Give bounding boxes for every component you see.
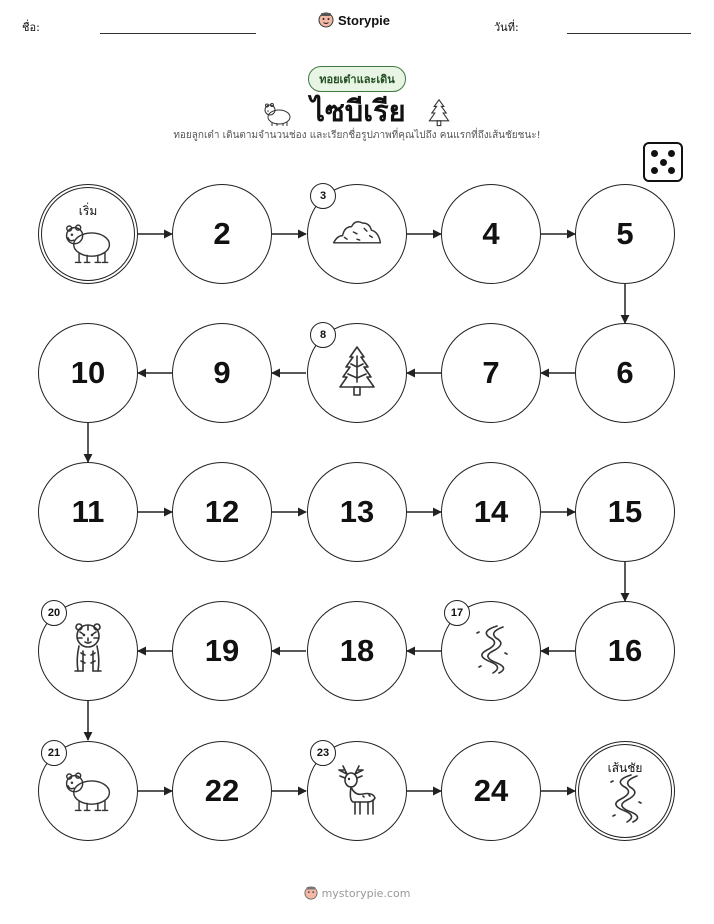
space-number: 22 (204, 773, 240, 808)
space-number: 6 (616, 355, 634, 390)
space-number-badge: 21 (41, 740, 67, 766)
start-space (38, 184, 138, 284)
space-number: 10 (70, 355, 106, 390)
space-number: 19 (204, 633, 240, 668)
space-number: 5 (616, 216, 634, 251)
brand-name: Storypie (338, 12, 391, 28)
board-space (38, 601, 138, 701)
board-space (307, 323, 407, 423)
board-space (441, 462, 541, 562)
space-number-badge: 20 (41, 600, 67, 626)
space-number: 16 (607, 633, 643, 668)
page-title: ไซบีเรีย (310, 94, 406, 128)
space-number-badge: 17 (444, 600, 470, 626)
board-space (38, 462, 138, 562)
space-number: 11 (71, 494, 105, 529)
board-space (575, 184, 675, 284)
snow-pile-icon (330, 215, 384, 253)
board-space (575, 462, 675, 562)
date-label: วันที่: (494, 21, 519, 34)
storypie-logo-icon (304, 886, 318, 900)
pine-tree-icon (337, 344, 377, 402)
space-number: 24 (473, 773, 509, 808)
board-space (441, 323, 541, 423)
river-icon (605, 772, 645, 828)
board-space (172, 323, 272, 423)
space-number: 4 (482, 216, 500, 251)
board-space (172, 184, 272, 284)
space-number: 15 (607, 494, 643, 529)
space-number: 2 (213, 216, 231, 251)
name-label: ชื่อ: (22, 21, 40, 34)
instructions: ทอยลูกเต๋า เดินตามจำนวนช่อง และเรียกชื่อรูปภาพที่คุณไปถึง คนแรกที่ถึงเส้นชัยชนะ! (173, 130, 541, 141)
tiger-icon (63, 621, 113, 681)
bear-icon (59, 764, 117, 818)
start-label: เริ่ม (78, 204, 98, 218)
board-space (441, 741, 541, 841)
space-number: 7 (482, 355, 500, 390)
board-space (307, 601, 407, 701)
bear-icon (59, 216, 117, 270)
board-space (38, 741, 138, 841)
board-space (172, 462, 272, 562)
space-number: 18 (339, 633, 375, 668)
space-number-badge: 3 (310, 183, 336, 209)
board-space (172, 741, 272, 841)
footer-url[interactable]: mystorypie.com (321, 886, 411, 900)
space-number: 14 (473, 494, 509, 529)
space-number-badge: 8 (310, 322, 336, 348)
board-space (307, 741, 407, 841)
space-number: 9 (213, 355, 231, 390)
finish-space (575, 741, 675, 841)
board-space (575, 323, 675, 423)
board-space (38, 323, 138, 423)
footer (0, 886, 714, 900)
board-space (441, 184, 541, 284)
board-space (441, 601, 541, 701)
board-space (307, 184, 407, 284)
space-number: 13 (339, 494, 375, 529)
deer-icon (333, 760, 381, 822)
board-space (307, 462, 407, 562)
space-number-badge: 23 (310, 740, 336, 766)
space-number: 12 (204, 494, 240, 529)
game-type-pill: ทอยเต๋าและเดิน (308, 66, 406, 92)
river-icon (471, 623, 511, 679)
board-space (172, 601, 272, 701)
board-space (575, 601, 675, 701)
finish-label: เส้นชัย (607, 761, 643, 775)
